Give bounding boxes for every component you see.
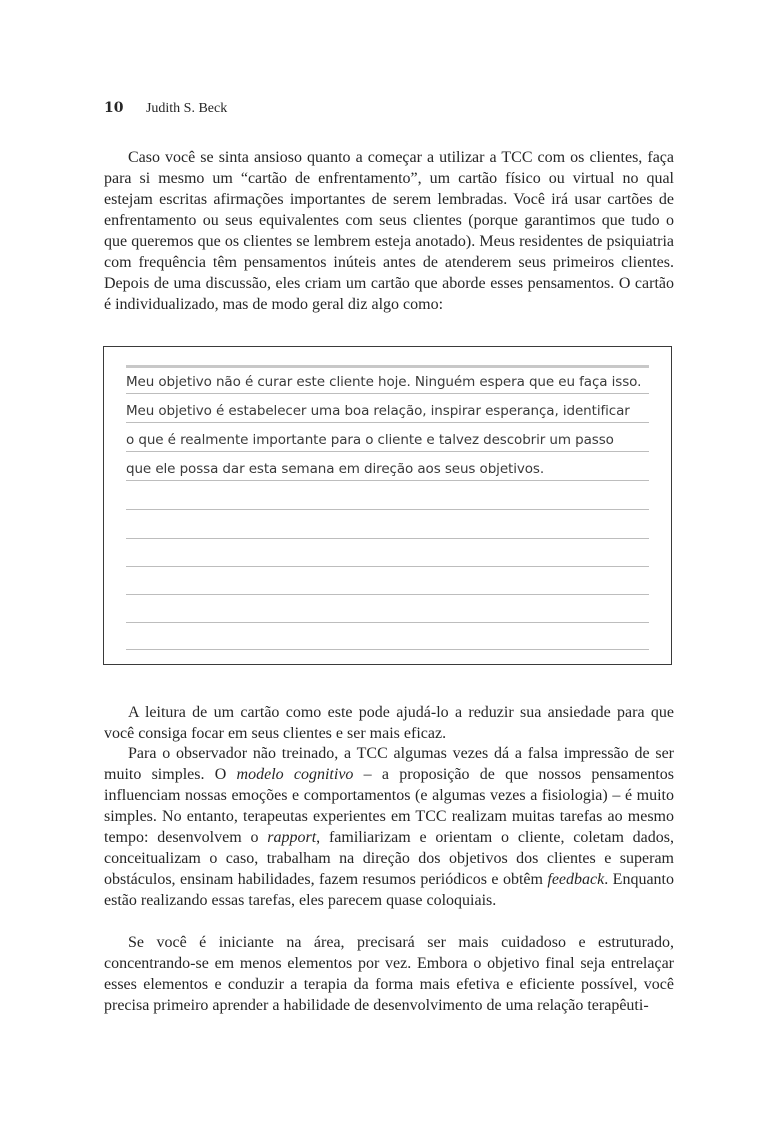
emphasis-modelo-cognitivo: modelo cognitivo	[236, 766, 354, 783]
card-ruled-line	[126, 480, 649, 481]
card-ruled-line	[126, 649, 649, 650]
running-head-author: Judith S. Beck	[145, 101, 228, 116]
page-header	[104, 100, 227, 117]
card-ruled-line	[126, 422, 649, 423]
card-ruled-line	[126, 393, 649, 394]
card-ruled-line	[126, 509, 649, 510]
emphasis-feedback: feedback	[547, 871, 605, 888]
paragraph-cbt-simplicity	[104, 743, 674, 911]
emphasis-rapport: rapport	[267, 829, 317, 846]
text-run: , familiarizam e orientam o cliente, coletam dados, conceitualizam o caso, trabalham na direção dos objetivos dos clientes e superam obstáculos, ensinam habilidades, fazem resumos periódicos e obtêm	[104, 829, 675, 888]
page-number: 10	[104, 100, 124, 116]
text-run: Para o observador não treinado, a TCC algumas vezes dá a falsa impressão de ser muito simples. O	[104, 745, 674, 783]
card-text-line-2: Meu objetivo é estabelecer uma boa relação, inspirar esperança, identificar	[126, 403, 630, 419]
card-ruled-line	[126, 538, 649, 539]
paragraph-beginner-advice: Se você é iniciante na área, precisará ser mais cuidadoso e estruturado, concentrando-se em menos elementos por vez. Embora o objetivo final seja entrelaçar esses elementos e conduzir a terapia da forma mais efetiva e eficiente possível, você precisa primeiro aprender a habilidade de desenvolvimento de uma relação terapêuti-	[104, 934, 674, 1014]
card-ruled-line	[126, 594, 649, 595]
card-top-rule	[126, 365, 649, 368]
card-text-line-1: Meu objetivo não é curar este cliente hoje. Ninguém espera que eu faça isso.	[126, 374, 642, 390]
paragraph-coping-card-intro: Caso você se sinta ansioso quanto a começar a utilizar a TCC com os clientes, faça para si mesmo um “cartão de enfrentamento”, um cartão físico ou virtual no qual estejam escritas afirmações importantes de serem lembradas. Você irá usar cartões de enfrentamento ou seus equivalentes com seus clientes (porque garantimos que tudo o que queremos que os clientes se lembrem esteja anotado). Meus residentes de psiquiatria com frequência têm pensamentos inúteis antes de atenderem seus primeiros clientes. Depois de uma discussão, eles criam um cartão que aborde esses pensamentos. O cartão é individualizado, mas de modo geral diz algo como:	[104, 149, 674, 313]
card-text-line-4: que ele possa dar esta semana em direção aos seus objetivos.	[126, 461, 545, 477]
card-ruled-line	[126, 566, 649, 567]
text-run: . Enquanto estão realizando essas tarefas, eles parecem quase coloquiais.	[104, 871, 674, 909]
card-ruled-line	[126, 451, 649, 452]
coping-card	[103, 346, 672, 665]
paragraph-card-benefit: A leitura de um cartão como este pode ajudá-lo a reduzir sua ansiedade para que você consiga focar em seus clientes e ser mais eficaz.	[104, 704, 674, 742]
text-run: – a proposição de que nossos pensamentos influenciam nossas emoções e comportamentos (e algumas vezes a fisiologia) – é muito simples. No entanto, terapeutas experientes em TCC realizam muitas tarefas ao mesmo tempo: desenvolvem o	[104, 766, 674, 846]
card-ruled-line	[126, 622, 649, 623]
card-text-line-3: o que é realmente importante para o cliente e talvez descobrir um passo	[126, 432, 614, 448]
